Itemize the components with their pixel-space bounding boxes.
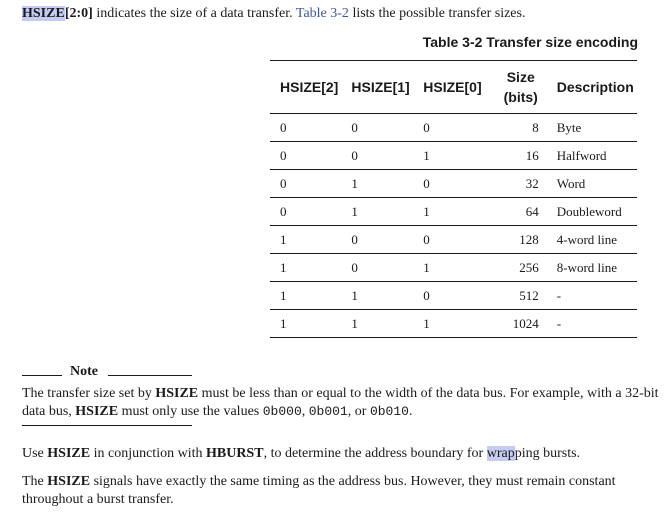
note-text: , xyxy=(301,404,309,419)
cell-hsize0: 0 xyxy=(413,282,485,310)
cell-hsize0: 1 xyxy=(413,198,485,226)
para-text: signals have exactly the same timing as the address bus. However, they must remain constant xyxy=(90,474,616,489)
cell-hsize2: 0 xyxy=(270,198,341,226)
cell-hsize0: 0 xyxy=(413,114,485,142)
cell-hsize1: 0 xyxy=(341,142,413,170)
note-rule-bottom xyxy=(22,425,192,426)
cell-size: 8 xyxy=(485,114,547,142)
cell-description: Doubleword xyxy=(547,198,637,226)
note-text: must only use the values xyxy=(118,404,263,419)
code-value: 0b010 xyxy=(369,404,409,419)
para-text: , to determine the address boundary for xyxy=(263,446,487,461)
note-line-2 xyxy=(22,402,412,421)
table-row xyxy=(270,254,637,282)
para-text: ping bursts. xyxy=(514,446,581,461)
header-description: Description xyxy=(547,61,637,114)
para-signal: HSIZE xyxy=(47,446,91,461)
cell-hsize1: 0 xyxy=(341,254,413,282)
para-text: The xyxy=(22,474,48,489)
table-row xyxy=(270,114,637,142)
para-text: in conjunction with xyxy=(90,446,206,461)
note-title: Note xyxy=(70,364,98,379)
cell-size: 16 xyxy=(485,142,547,170)
para-signal: HSIZE xyxy=(47,474,91,489)
cell-description: 4-word line xyxy=(547,226,637,254)
cell-size: 128 xyxy=(485,226,547,254)
search-highlight: wrap xyxy=(486,446,515,461)
note-signal: HSIZE xyxy=(155,386,199,401)
table-caption: Table 3-2 Transfer size encoding xyxy=(422,34,638,50)
note-text: The transfer size set by xyxy=(22,386,156,401)
cell-description: - xyxy=(547,282,637,310)
para-text: Use xyxy=(22,446,48,461)
note-text: data bus, xyxy=(22,404,76,419)
paragraph-1 xyxy=(22,444,580,463)
table-header-row xyxy=(270,61,637,114)
cell-hsize1: 0 xyxy=(341,114,413,142)
cell-size: 32 xyxy=(485,170,547,198)
header-hsize1: HSIZE[1] xyxy=(341,61,413,114)
intro-text-end: lists the possible transfer sizes. xyxy=(348,6,526,21)
table-row xyxy=(270,310,637,338)
header-hsize2: HSIZE[2] xyxy=(270,61,341,114)
cell-size: 256 xyxy=(485,254,547,282)
intro-text: indicates the size of a data transfer. xyxy=(92,6,296,21)
code-value: 0b001 xyxy=(308,404,348,419)
header-hsize0: HSIZE[0] xyxy=(413,61,485,114)
cell-hsize2: 0 xyxy=(270,114,341,142)
transfer-size-table xyxy=(270,60,637,338)
cell-description: - xyxy=(547,310,637,338)
cell-hsize1: 1 xyxy=(341,310,413,338)
cell-hsize2: 1 xyxy=(270,310,341,338)
intro-paragraph xyxy=(22,4,525,23)
note-text: , or xyxy=(347,404,370,419)
table-row xyxy=(270,170,637,198)
cell-hsize1: 1 xyxy=(341,198,413,226)
cell-hsize0: 0 xyxy=(413,226,485,254)
table-row xyxy=(270,282,637,310)
signal-range: [2:0] xyxy=(64,6,93,21)
table-row xyxy=(270,226,637,254)
cell-hsize2: 1 xyxy=(270,226,341,254)
cell-hsize1: 1 xyxy=(341,170,413,198)
note-text: . xyxy=(408,404,413,419)
cell-size: 1024 xyxy=(485,310,547,338)
cell-size: 512 xyxy=(485,282,547,310)
cell-hsize0: 1 xyxy=(413,254,485,282)
cell-description: Halfword xyxy=(547,142,637,170)
note-text: must be less than or equal to the width of the data bus. For example, with a 32-bit xyxy=(198,386,659,401)
signal-name: HSIZE xyxy=(22,6,65,21)
paragraph-2 xyxy=(22,472,616,491)
cell-hsize1: 0 xyxy=(341,226,413,254)
note-signal: HSIZE xyxy=(75,404,119,419)
cell-description: 8-word line xyxy=(547,254,637,282)
paragraph-2-line-2: throughout a burst transfer. xyxy=(22,492,174,507)
cell-hsize2: 0 xyxy=(270,142,341,170)
cell-hsize2: 0 xyxy=(270,170,341,198)
cell-hsize2: 1 xyxy=(270,254,341,282)
table-row xyxy=(270,198,637,226)
code-value: 0b000 xyxy=(262,404,302,419)
cell-hsize0: 1 xyxy=(413,142,485,170)
header-size: Size (bits) xyxy=(485,61,547,114)
para-signal: HBURST xyxy=(205,446,264,461)
cell-description: Byte xyxy=(547,114,637,142)
note-rule-right xyxy=(108,375,192,376)
cell-description: Word xyxy=(547,170,637,198)
cell-hsize2: 1 xyxy=(270,282,341,310)
cell-hsize0: 0 xyxy=(413,170,485,198)
table-row xyxy=(270,142,637,170)
cell-hsize0: 1 xyxy=(413,310,485,338)
cell-hsize1: 1 xyxy=(341,282,413,310)
cell-size: 64 xyxy=(485,198,547,226)
note-rule-left xyxy=(22,375,62,376)
table-link[interactable]: Table 3-2 xyxy=(295,6,349,21)
note-line-1 xyxy=(22,384,659,403)
